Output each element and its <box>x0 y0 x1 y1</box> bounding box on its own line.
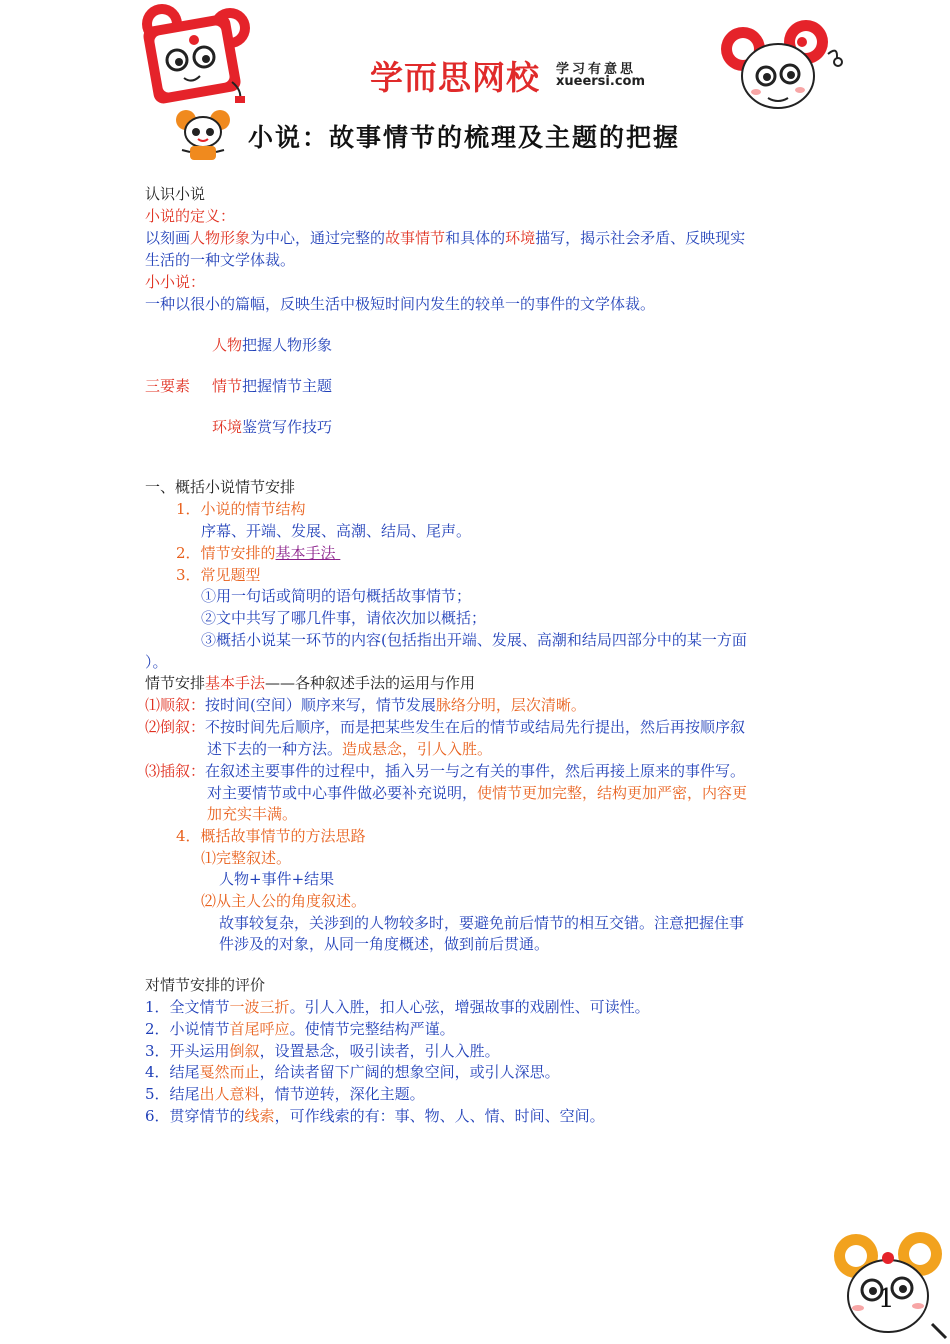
def-seg: 故事情节 <box>385 229 446 247</box>
eval-seg: ，设置悬念，吸引读者，引人入胜。 <box>259 1042 500 1060</box>
element-key: 情节 <box>212 377 243 395</box>
method-flashback-cont <box>207 738 492 759</box>
eval-seg: ，可作线索的有：事、物、人、情、时间、空间。 <box>274 1107 605 1125</box>
eval-seg: 3．开头运用 <box>145 1042 230 1060</box>
mascot-left-icon <box>132 2 257 107</box>
mascot-title-icon <box>172 106 234 164</box>
evaluation-item <box>145 1105 605 1126</box>
element-setting <box>212 416 332 437</box>
summary-method-2: ⑵从主人公的角度叙述。 <box>201 892 367 910</box>
eval-seg: 1．全文情节 <box>145 998 230 1016</box>
method-effect: 脉络分明，层次清晰。 <box>435 696 586 714</box>
definition-label: 小说的定义： <box>145 207 236 225</box>
eval-key: 首尾呼应 <box>229 1020 290 1038</box>
method-interpolation-end: 加充实丰满。 <box>207 805 298 823</box>
element-text: 把握人物形象 <box>242 336 333 354</box>
methods-heading-a: 情节安排 <box>145 674 206 692</box>
question-1: ①用一句话或简明的语句概括故事情节； <box>201 587 472 605</box>
element-text: 鉴赏写作技巧 <box>242 418 333 436</box>
brand-logo: 学而思网校 <box>370 58 540 97</box>
item1-label: 1．小说的情节结构 <box>176 500 306 518</box>
eval-seg: 6．贯穿情节的 <box>145 1107 245 1125</box>
eval-seg: 4．结尾 <box>145 1063 200 1081</box>
basic-methods-link[interactable]: 基本手法 <box>275 544 336 562</box>
eval-seg: 。引人入胜，扣人心弦，增强故事的戏剧性、可读性。 <box>289 998 650 1016</box>
eval-seg: 。使情节完整结构严谨。 <box>289 1020 455 1038</box>
page-title: 小说：故事情节的梳理及主题的把握 <box>248 123 681 152</box>
def-seg: 为中心，通过完整的 <box>250 229 386 247</box>
evaluation-item <box>145 1061 560 1082</box>
method-label: ⑶插叙： <box>145 762 206 780</box>
summary-method-2-text-cont: 件涉及的对象，从同一角度概述，做到前后贯通。 <box>219 935 550 953</box>
eval-key: 倒叙 <box>229 1042 260 1060</box>
definition-line1 <box>145 227 745 248</box>
summary-method-1: ⑴完整叙述。 <box>201 849 292 867</box>
page-number: 1 <box>878 1284 895 1314</box>
methods-heading <box>145 672 475 693</box>
def-seg: 以刻画 <box>145 229 191 247</box>
intro-heading: 认识小说 <box>145 185 206 203</box>
eval-seg: 5．结尾 <box>145 1085 200 1103</box>
question-2: ②文中共写了哪几件事，请依次加以概括； <box>201 609 487 627</box>
brand-slogan: 学习有意思 <box>556 62 637 77</box>
element-people <box>212 334 332 355</box>
method-text: 述下去的一种方法。 <box>207 740 343 758</box>
item2-label <box>176 542 340 563</box>
three-elements-label: 三要素 <box>145 377 191 395</box>
method-effect: 造成悬念，引人入胜。 <box>342 740 493 758</box>
element-text: 把握情节主题 <box>242 377 333 395</box>
method-chronological <box>145 694 586 715</box>
element-key: 人物 <box>212 336 243 354</box>
question-3-end: ）。 <box>145 653 168 671</box>
evaluation-item <box>145 996 650 1017</box>
item1-text: 序幕、开端、发展、高潮、结局、尾声。 <box>201 522 472 540</box>
def-seg: 描写，揭示社会矛盾、反映现实 <box>535 229 746 247</box>
method-label: ⑴顺叙： <box>145 696 206 714</box>
methods-heading-c: ——各种叙述手法的运用与作用 <box>265 674 476 692</box>
section1-heading: 一、概括小说情节安排 <box>145 478 296 496</box>
evaluation-item <box>145 1018 455 1039</box>
def-seg: 和具体的 <box>445 229 506 247</box>
eval-key: 戛然而止 <box>199 1063 260 1081</box>
method-effect: 使情节更加完整，结构更加严密，内容更 <box>477 784 748 802</box>
method-text: 在叙述主要事件的过程中，插入另一与之有关的事件，然后再接上原来的事件写。 <box>205 762 746 780</box>
brand-domain: xueersi.com <box>556 74 646 89</box>
evaluation-item <box>145 1083 425 1104</box>
eval-key: 线索 <box>244 1107 275 1125</box>
item3-label: 3．常见题型 <box>176 566 261 584</box>
definition-line2: 生活的一种文学体裁。 <box>145 251 296 269</box>
mini-novel-text: 一种以很小的篇幅，反映生活中极短时间内发生的较单一的事件的文学体裁。 <box>145 295 656 313</box>
eval-seg: ，给读者留下广阔的想象空间，或引人深思。 <box>259 1063 560 1081</box>
method-text: 对主要情节或中心事件做必要补充说明， <box>207 784 478 802</box>
eval-seg: 2．小说情节 <box>145 1020 230 1038</box>
element-plot <box>212 375 332 396</box>
methods-heading-b: 基本手法 <box>205 674 266 692</box>
item2-label-text: 2．情节安排的 <box>176 544 276 562</box>
method-interpolation-cont <box>207 782 747 803</box>
method-text: 按时间(空间）顺序来写，情节发展 <box>205 696 436 714</box>
method-flashback <box>145 716 745 737</box>
question-3: ③概括小说某一环节的内容(包括指出开端、发展、高潮和结局四部分中的某一方面 <box>201 631 747 649</box>
mascot-right-icon <box>718 14 848 114</box>
def-seg: 人物形象 <box>190 229 251 247</box>
element-key: 环境 <box>212 418 243 436</box>
eval-seg: ，情节逆转，深化主题。 <box>259 1085 425 1103</box>
method-label: ⑵倒叙： <box>145 718 206 736</box>
eval-key: 出人意料 <box>199 1085 260 1103</box>
mini-novel-label: 小小说： <box>145 273 206 291</box>
eval-key: 一波三折 <box>229 998 290 1016</box>
evaluation-item <box>145 1040 500 1061</box>
def-seg: 环境 <box>505 229 536 247</box>
method-text: 不按时间先后顺序，而是把某些发生在后的情节或结局先行提出，然后再按顺序叙 <box>205 718 746 736</box>
summary-method-2-text: 故事较复杂，关涉到的人物较多时，要避免前后情节的相互交错。注意把握住事 <box>219 914 745 932</box>
method-interpolation <box>145 760 745 781</box>
item4-label: 4．概括故事情节的方法思路 <box>176 827 366 845</box>
summary-method-1-text: 人物+事件+结果 <box>219 870 335 888</box>
evaluation-heading: 对情节安排的评价 <box>145 976 266 994</box>
